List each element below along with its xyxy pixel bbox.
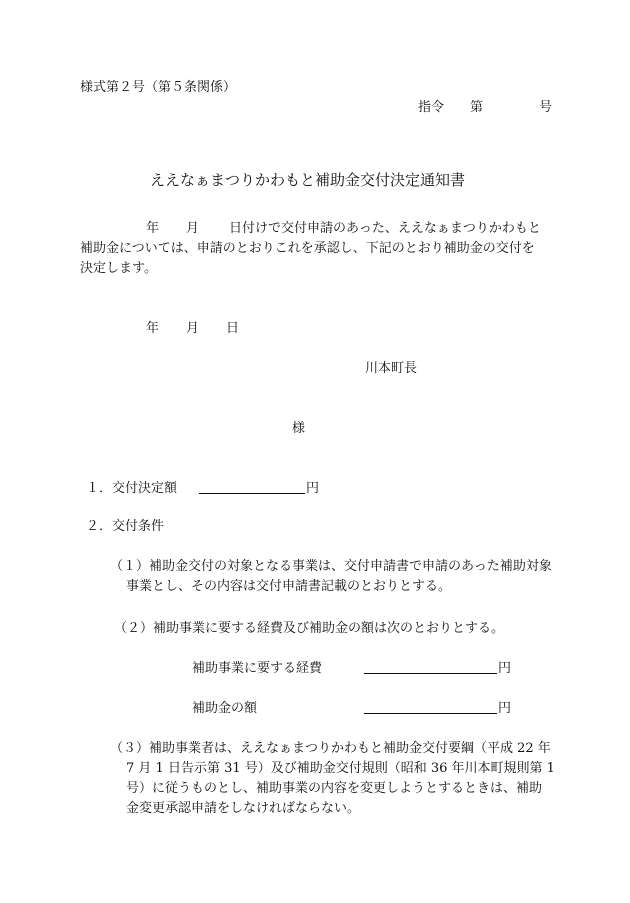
item1-label: １．交付決定額	[86, 481, 178, 496]
amount-label: 補助金の額	[192, 701, 258, 716]
intro-line2: 補助金については、申請のとおりこれを承認し、下記のとおり補助金の交付を	[80, 241, 535, 256]
intro-line3: 決定します。	[80, 261, 157, 276]
date-day: 日	[226, 321, 240, 336]
date-year: 年	[146, 321, 160, 336]
order-dai: 第	[470, 100, 484, 115]
cost-unit: 円	[498, 661, 512, 676]
form-number: 様式第２号（第５条関係）	[80, 80, 237, 95]
item1-amount-blank	[199, 481, 305, 499]
amount-underline	[364, 701, 497, 714]
item1-underline	[199, 481, 305, 494]
order-prefix: 指令	[418, 100, 445, 115]
intro-year: 年	[146, 221, 160, 236]
cost-underline	[364, 661, 497, 674]
cost-label: 補助事業に要する経費	[192, 661, 323, 676]
cond3-line4: 金変更承認申請をしなければならない。	[126, 801, 361, 816]
cond3-line2: 7 月 1 日告示第 31 号）及び補助金交付規則（昭和 36 年川本町規則第 1	[126, 761, 555, 776]
intro-line1-rest: 日付けで交付申請のあった、ええなぁまつりかわもと	[229, 221, 541, 236]
cond1-line2: 事業とし、その内容は交付申請書記載のとおりとする。	[126, 579, 452, 594]
cond3-line3: 号）に従うものとし、補助事業の内容を変更しようとするときは、補助	[126, 781, 543, 796]
issuer-name: 川本町長	[365, 361, 418, 376]
amount-unit: 円	[498, 701, 512, 716]
cond3-line1: （３）補助事業者は、ええなぁまつりかわもと補助金交付要綱（平成 22 年	[110, 741, 551, 756]
cond2-line1: （２）補助事業に要する経費及び補助金の額は次のとおりとする。	[114, 621, 505, 636]
item2-label: ２．交付条件	[86, 519, 165, 534]
addressee-suffix: 様	[292, 421, 306, 436]
date-month: 月	[186, 321, 200, 336]
item1-unit: 円	[306, 481, 320, 496]
amount-blank	[364, 701, 497, 719]
intro-month: 月	[186, 221, 200, 236]
document-title: ええなぁまつりかわもと補助金交付決定通知書	[150, 171, 466, 189]
order-go: 号	[539, 100, 553, 115]
cost-blank	[364, 661, 497, 679]
cond1-line1: （１）補助金交付の対象となる事業は、交付申請書で申請のあった補助対象	[110, 559, 552, 574]
